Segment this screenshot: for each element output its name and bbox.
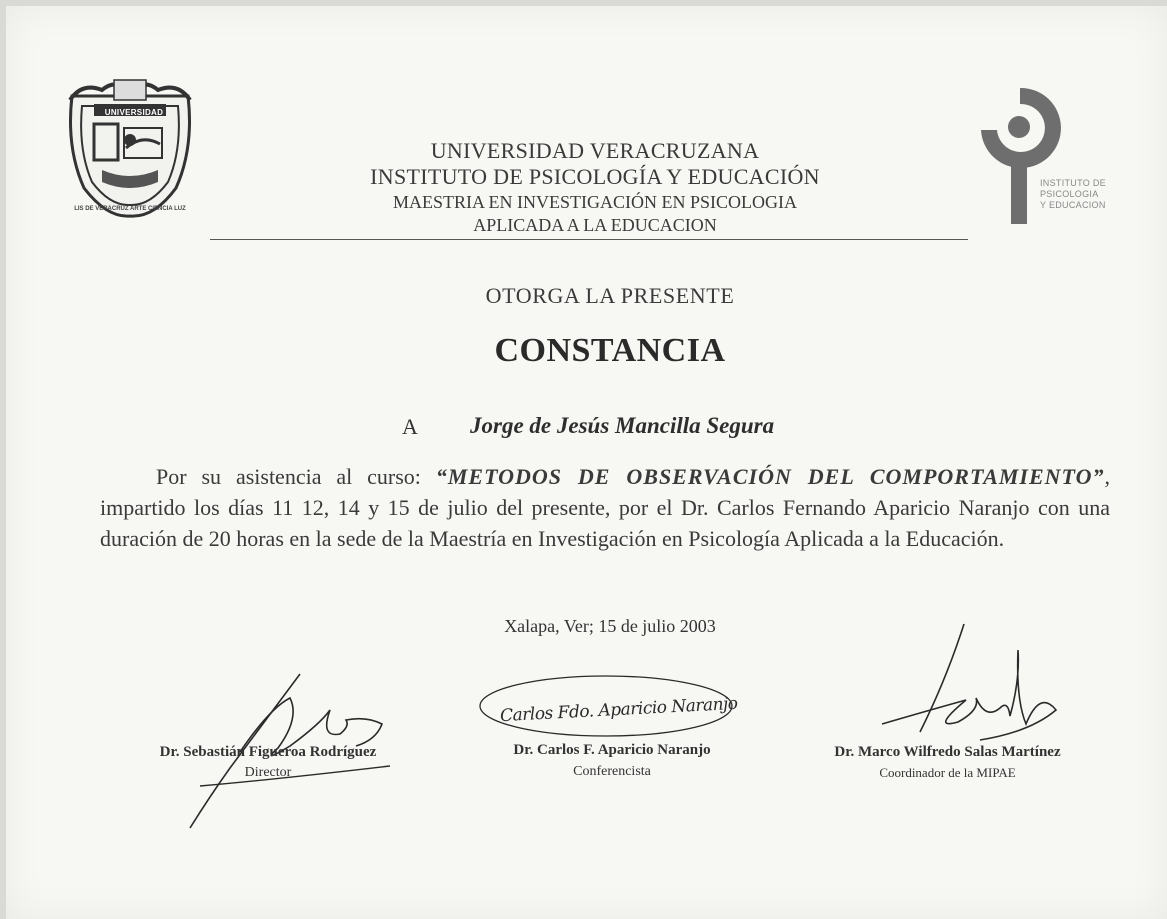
certificate-body <box>100 461 1110 554</box>
signatory-1-name: Dr. Sebastián Figueroa Rodríguez <box>159 744 377 760</box>
issue-date: Xalapa, Ver; 15 de julio 2003 <box>504 616 716 636</box>
lecturer-handwriting: Carlos Fdo. Aparicio Naranjo <box>499 693 739 727</box>
seal-top-text: UNIVERSIDAD <box>104 108 164 117</box>
program-name-line2: APLICADA A LA EDUCACION <box>473 215 717 235</box>
logo-line-1: INSTITUTO DE <box>1040 178 1106 188</box>
institute-name: INSTITUTO DE PSICOLOGÍA Y EDUCACIÓN <box>370 164 820 189</box>
signatory-3-role: Coordinador de la MIPAE <box>879 765 1016 780</box>
course-name: “METODOS DE OBSERVACIÓN DEL COMPORTAMIENTO” <box>435 464 1105 489</box>
signatory-2-role: Conferencista <box>573 764 651 779</box>
body-intro: Por su asistencia al curso: <box>156 464 436 489</box>
program-name-line1: MAESTRIA EN INVESTIGACIÓN EN PSICOLOGIA <box>393 192 797 212</box>
signatory-3-name: Dr. Marco Wilfredo Salas Martínez <box>834 744 1061 760</box>
logo-line-2: PSICOLOGIA <box>1040 189 1099 199</box>
signatory-1-role: Director <box>244 765 292 780</box>
header-divider <box>210 239 968 240</box>
logo-line-3: Y EDUCACION <box>1040 200 1106 210</box>
institute-logo-text <box>1040 178 1106 211</box>
recipient-name: Jorge de Jesús Mancilla Segura <box>470 413 775 438</box>
university-seal-logo <box>62 78 198 220</box>
document-title: CONSTANCIA <box>494 332 726 369</box>
signatory-2-name: Dr. Carlos F. Aparicio Naranjo <box>513 742 711 758</box>
otorga-heading: OTORGA LA PRESENTE <box>485 283 735 308</box>
university-name: UNIVERSIDAD VERACRUZANA <box>430 138 760 163</box>
seal-ring-text: LIS DE VERACRUZ ARTE CIENCIA LUZ <box>74 206 186 212</box>
body-rest: , impartido los días 11 12, 14 y 15 de julio del presente, por el Dr. Carlos Fernando Aparicio Naranjo con una duración de 20 horas en la sede de la Maestría en Investigación en Psicología Aplicada a la Educación. <box>100 464 1110 551</box>
recipient-prefix: A <box>402 414 418 439</box>
